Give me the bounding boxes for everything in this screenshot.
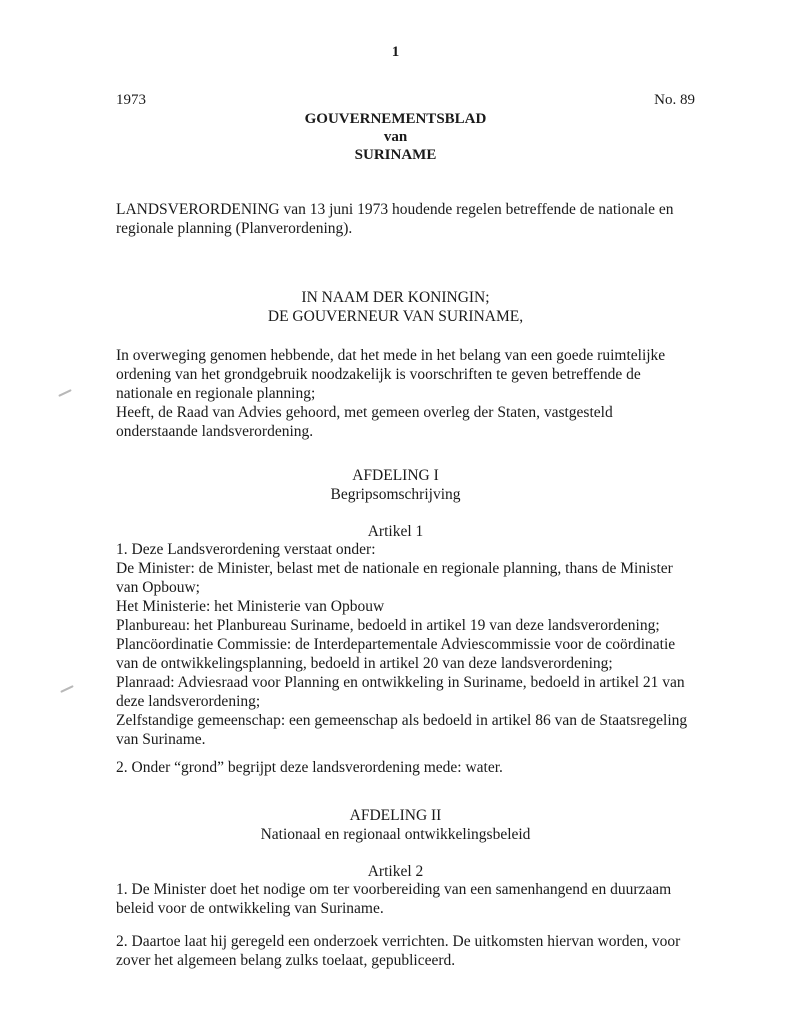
preamble-paragraph: Heeft, de Raad van Advies gehoord, met gemeen overleg der Staten, vastgesteld onderstaande landsverordening. (116, 404, 613, 440)
afdeling-1-heading (0, 466, 791, 504)
definition-line: Planraad: Adviesraad voor Planning en ontwikkeling in Suriname, bedoeld in artikel 21 van deze landsverordening; (116, 674, 685, 710)
preamble (116, 346, 696, 441)
section-subheading: Begripsomschrijving (330, 486, 461, 503)
publication-year: 1973 (116, 92, 146, 108)
definition-line: Plancöordinatie Commissie: de Interdepartementale Adviescommissie voor de coördinatie van de ontwikkelingsplanning, bedoeld in artikel 20 van deze landsverordening; (116, 636, 676, 672)
artikel-2-paragraph-1: 1. De Minister doet het nodige om ter voorbereiding van een samenhangend en duurzaam beleid voor de ontwikkeling van Suriname. (116, 881, 672, 917)
section-heading: AFDELING I (352, 467, 439, 484)
section-subheading: Nationaal en regionaal ontwikkelingsbeleid (260, 826, 531, 843)
page-number: 1 (391, 44, 400, 60)
proclamation-line-2: DE GOUVERNEUR VAN SURINAME, (267, 308, 524, 325)
preamble-paragraph: In overweging genomen hebbende, dat het mede in het belang van een goede ruimtelijke ordening van het grondgebruik noodzakelijk is voorschriften te geven betreffende de nationale en regionale planning; (116, 347, 666, 402)
definition-line: Planbureau: het Planbureau Suriname, bedoeld in artikel 19 van deze landsverordening; (116, 617, 660, 634)
document-title (0, 110, 791, 164)
artikel-1-body (116, 540, 696, 749)
title-line-2: van (383, 129, 408, 145)
artikel-2-paragraph-2: 2. Daartoe laat hij geregeld een onderzoek verrichten. De uitkomsten hiervan worden, voor zover het algemeen belang zulks toelaat, gepubliceerd. (116, 933, 681, 969)
definition-line: De Minister: de Minister, belast met de nationale en regionale planning, thans de Minister van Opbouw; (116, 560, 673, 596)
publication-number: No. 89 (654, 92, 695, 108)
definition-line: Het Ministerie: het Ministerie van Opbouw (116, 598, 385, 615)
proclamation-line-1: IN NAAM DER KONINGIN; (301, 289, 490, 306)
artikel-1-paragraph-2: 2. Onder “grond” begrijpt deze landsverordening mede: water. (116, 759, 503, 776)
artikel-1-heading: Artikel 1 (367, 523, 424, 540)
artikel-2-heading: Artikel 2 (367, 863, 424, 880)
intro-paragraph: LANDSVERORDENING van 13 juni 1973 houdende regelen betreffende de nationale en regionale planning (Planverordening). (116, 201, 674, 237)
title-line-3: SURINAME (354, 147, 437, 163)
title-line-1: GOUVERNEMENTSBLAD (304, 111, 487, 127)
definition-line: Zelfstandige gemeenschap: een gemeenschap als bedoeld in artikel 86 van de Staatsregeling van Suriname. (116, 712, 688, 748)
scan-punch-mark (60, 685, 74, 693)
afdeling-2-heading (0, 806, 791, 844)
proclamation (0, 288, 791, 326)
definition-line: 1. Deze Landsverordening verstaat onder: (116, 541, 376, 558)
scan-punch-mark (58, 389, 72, 397)
section-heading: AFDELING II (349, 807, 442, 824)
